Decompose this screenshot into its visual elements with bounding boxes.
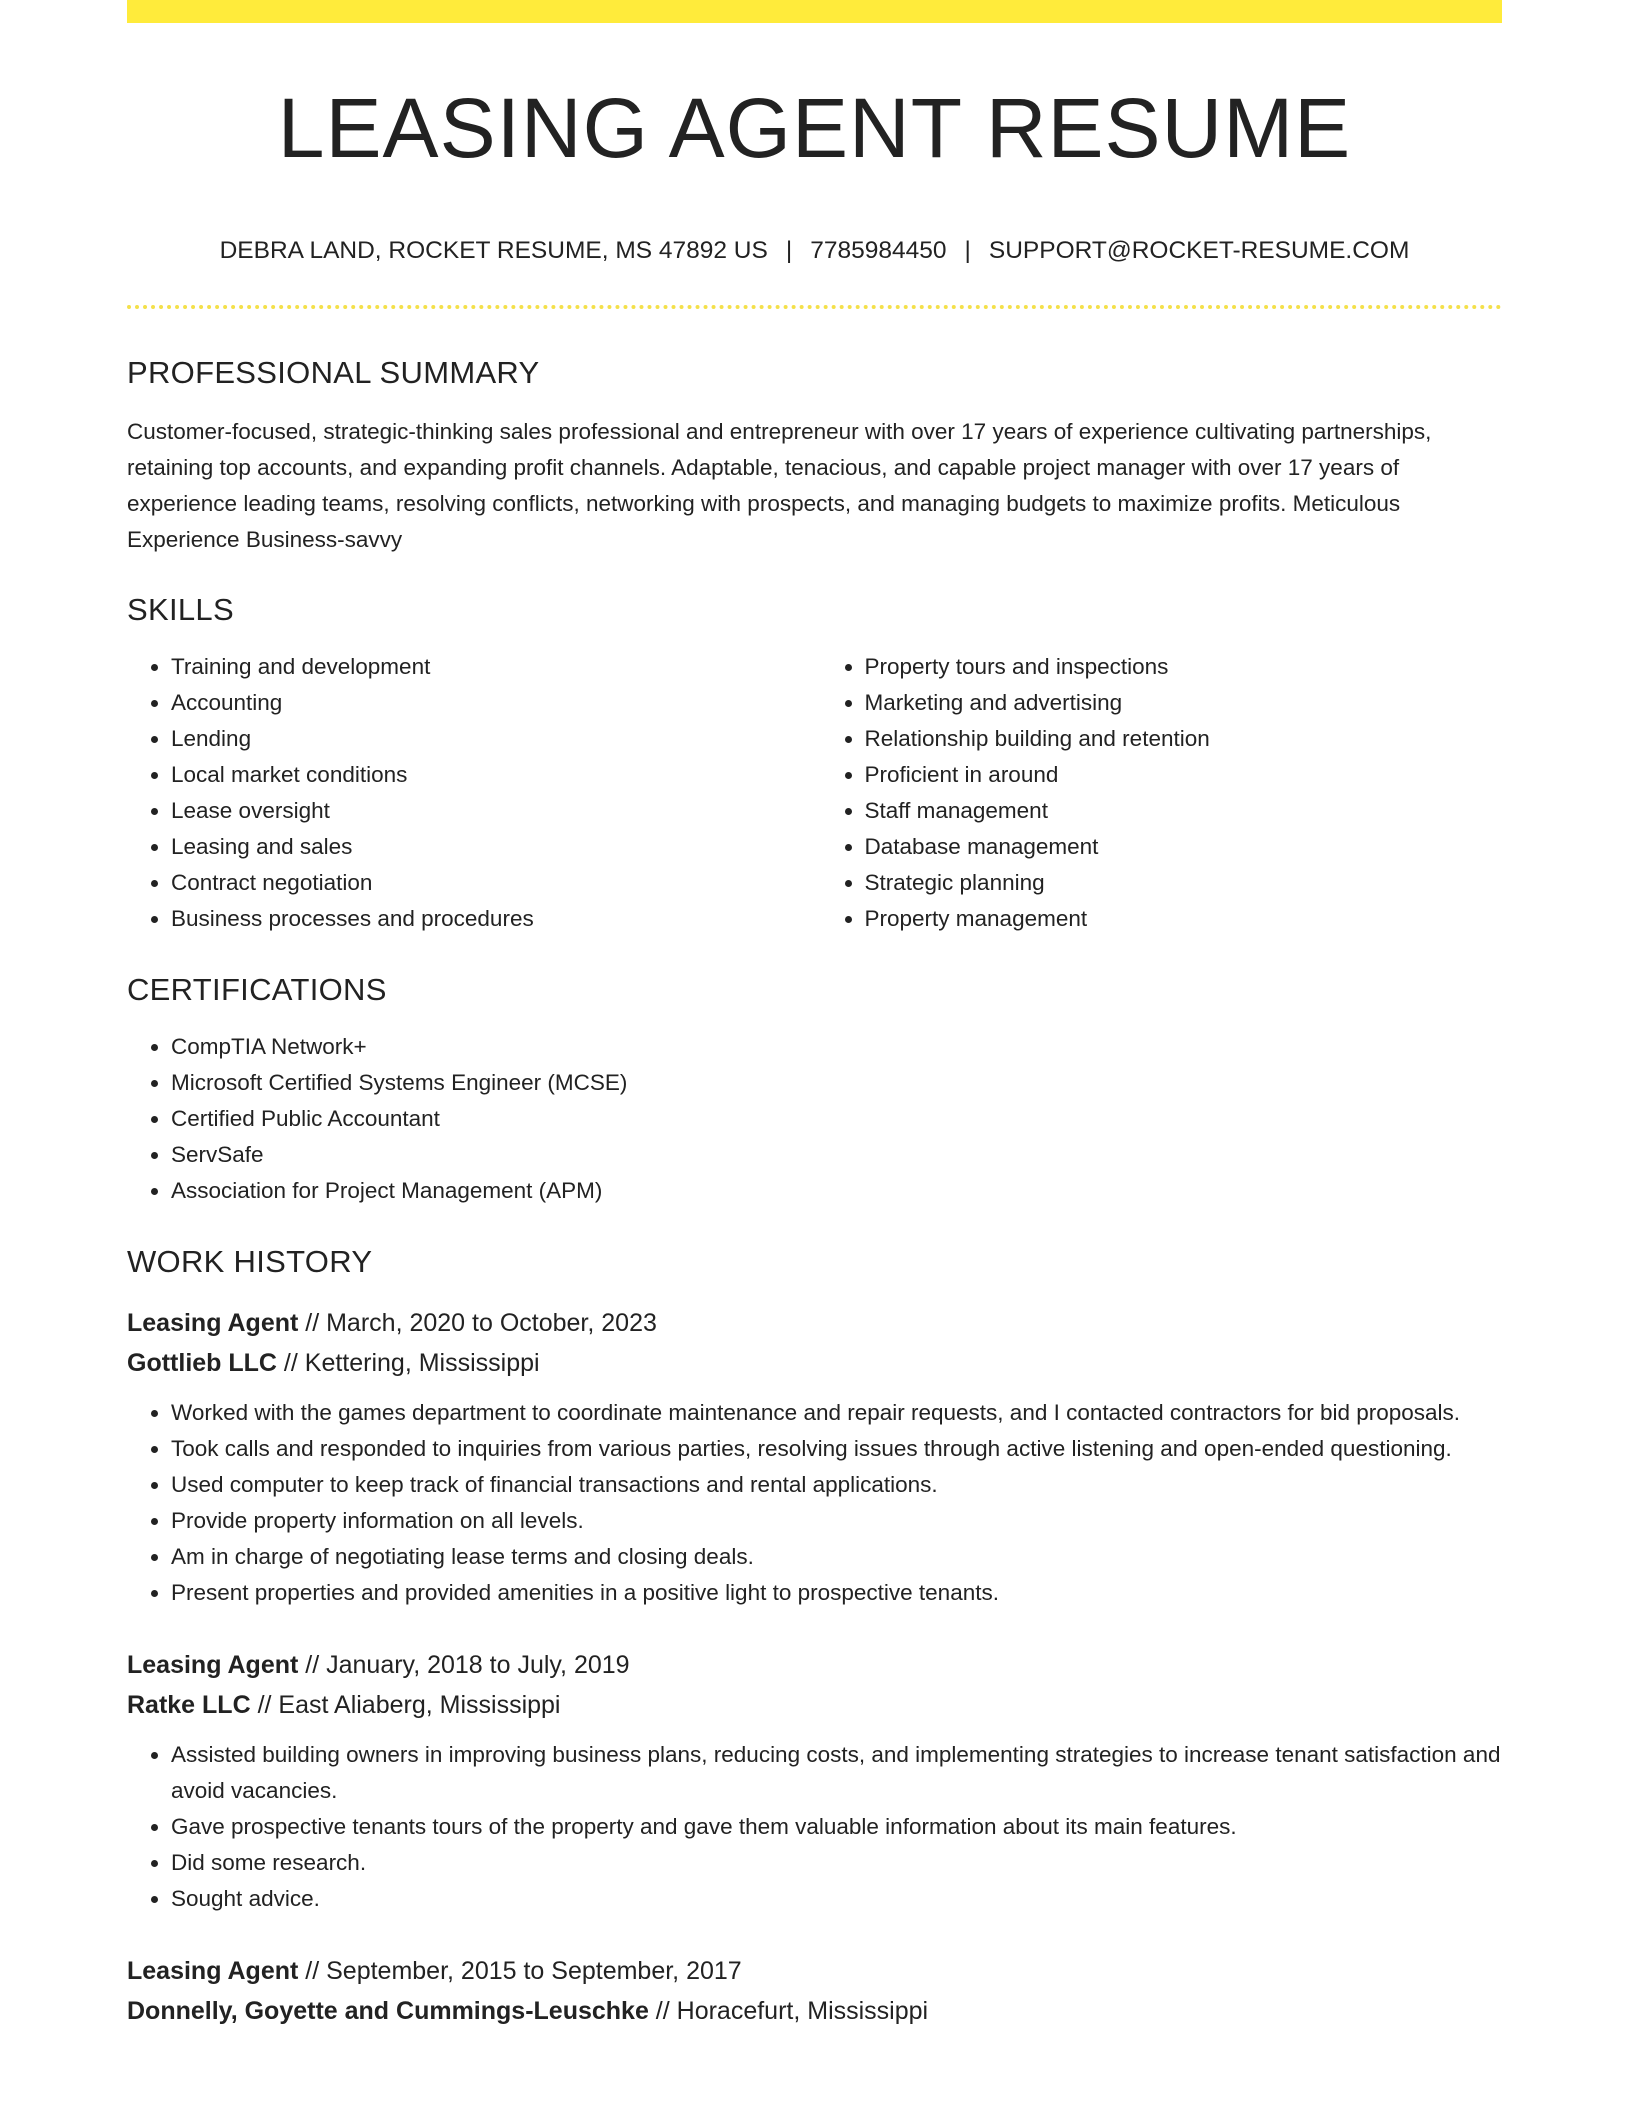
job-title: Leasing Agent [127, 1650, 299, 1679]
skill-item: • Contract negotiation [171, 865, 815, 901]
job-bullet: • Gave prospective tenants tours of the property and gave them valuable information about its main features. [171, 1809, 1502, 1845]
job-company-line [127, 1991, 1502, 2031]
skills-list [127, 649, 1502, 937]
skill-item: • Business processes and procedures [171, 901, 815, 937]
job-bullet: • Present properties and provided amenities in a positive light to prospective tenants. [171, 1575, 1502, 1611]
job-title: Leasing Agent [127, 1308, 299, 1337]
contact-line [127, 239, 1502, 264]
job-bullet: • Took calls and responded to inquiries from various parties, resolving issues through active listening and open-ended questioning. [171, 1431, 1502, 1467]
job-bullet: • Did some research. [171, 1845, 1502, 1881]
resume-page [127, 0, 1502, 2031]
skill-item: • Accounting [171, 685, 815, 721]
skills-column-right [815, 649, 1503, 937]
job-company: Donnelly, Goyette and Cummings-Leuschke [127, 1996, 649, 2025]
job-bullet: • Sought advice. [171, 1881, 1502, 1917]
contact-address: DEBRA LAND, ROCKET RESUME, MS 47892 US [219, 237, 768, 264]
job-location: // Horacefurt, Mississippi [648, 1996, 929, 2025]
job-title-line [127, 1951, 1502, 1991]
job-bullet: • Provide property information on all levels. [171, 1503, 1502, 1539]
job-bullet: • Assisted building owners in improving business plans, reducing costs, and implementing strategies to increase tenant satisfaction and avoid vacancies. [171, 1737, 1502, 1809]
certification-item: • CompTIA Network+ [171, 1029, 1502, 1065]
skill-item: • Marketing and advertising [865, 685, 1503, 721]
job-entry [127, 1951, 1502, 2031]
contact-phone: 7785984450 [810, 237, 947, 264]
job-dates: // March, 2020 to October, 2023 [298, 1308, 657, 1337]
job-company-line [127, 1343, 1502, 1383]
job-entry [127, 1645, 1502, 1917]
page-title: LEASING AGENT RESUME [277, 81, 1352, 175]
skill-item: • Strategic planning [865, 865, 1503, 901]
job-title: Leasing Agent [127, 1956, 299, 1985]
job-entry [127, 1303, 1502, 1611]
skill-item: • Local market conditions [171, 757, 815, 793]
skill-item: • Lending [171, 721, 815, 757]
summary-text: Customer-focused, strategic-thinking sales professional and entrepreneur with over 17 years of experience cultivating partnerships, retaining top accounts, and expanding profit channels. Adaptable, tenacious, and capable project manager with over 17 years of experience leading teams, resolving conflicts, networking with prospects, and managing budgets to maximize profits. Meticulous Experience Business-savvy [127, 418, 1432, 552]
skill-item: • Property tours and inspections [865, 649, 1503, 685]
contact-separator: | [964, 237, 971, 264]
contact-email: SUPPORT@ROCKET-RESUME.COM [988, 237, 1410, 264]
work-history-heading: WORK HISTORY [127, 1243, 373, 1279]
job-dates: // September, 2015 to September, 2017 [298, 1956, 742, 1985]
skill-item: • Database management [865, 829, 1503, 865]
job-company: Ratke LLC [127, 1690, 251, 1719]
accent-top-bar [127, 0, 1502, 23]
certification-item: • ServSafe [171, 1137, 1502, 1173]
skill-item: • Property management [865, 901, 1503, 937]
certification-item: • Certified Public Accountant [171, 1101, 1502, 1137]
certification-item: • Association for Project Management (APM) [171, 1173, 1502, 1209]
job-bullet: • Am in charge of negotiating lease terms and closing deals. [171, 1539, 1502, 1575]
skill-item: • Leasing and sales [171, 829, 815, 865]
job-location: // East Aliaberg, Mississippi [250, 1690, 561, 1719]
skill-item: • Proficient in around [865, 757, 1503, 793]
skill-item: • Relationship building and retention [865, 721, 1503, 757]
dotted-divider [127, 305, 1502, 309]
job-title-line [127, 1645, 1502, 1685]
skill-item: • Lease oversight [171, 793, 815, 829]
skill-item: • Training and development [171, 649, 815, 685]
job-bullet: • Worked with the games department to coordinate maintenance and repair requests, and I contacted contractors for bid proposals. [171, 1395, 1502, 1431]
job-bullets [127, 1737, 1502, 1917]
job-company-line [127, 1685, 1502, 1725]
skills-heading: SKILLS [127, 591, 234, 627]
job-location: // Kettering, Mississippi [276, 1348, 540, 1377]
certifications-heading: CERTIFICATIONS [127, 971, 387, 1007]
job-title-line [127, 1303, 1502, 1343]
certification-item: • Microsoft Certified Systems Engineer (MCSE) [171, 1065, 1502, 1101]
contact-separator: | [785, 237, 793, 264]
skills-column-left [127, 649, 815, 937]
skill-item: • Staff management [865, 793, 1503, 829]
job-bullets [127, 1395, 1502, 1611]
job-bullet: • Used computer to keep track of financial transactions and rental applications. [171, 1467, 1502, 1503]
job-company: Gottlieb LLC [127, 1348, 277, 1377]
summary-heading: PROFESSIONAL SUMMARY [127, 354, 540, 390]
certifications-list [127, 1029, 1502, 1209]
job-dates: // January, 2018 to July, 2019 [298, 1650, 630, 1679]
